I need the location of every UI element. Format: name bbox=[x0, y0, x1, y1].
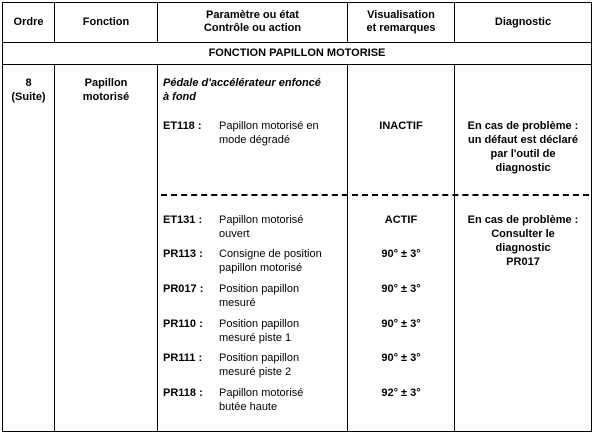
param-desc: papillon motorisé bbox=[219, 262, 303, 274]
diagnostic-note: En cas de problème : bbox=[467, 120, 579, 132]
col-divider bbox=[54, 3, 55, 431]
ordre-number: 8 bbox=[25, 77, 32, 89]
param-value: 90° ± 3° bbox=[381, 248, 421, 260]
header-visualisation-1: Visualisation bbox=[367, 9, 435, 21]
param-desc: Papillon motorisé bbox=[219, 387, 304, 399]
param-code: PR110 : bbox=[163, 318, 203, 330]
param-code: ET118 : bbox=[163, 120, 202, 132]
param-desc: butée haute bbox=[219, 401, 278, 413]
param-desc: mesuré bbox=[219, 297, 256, 309]
param-desc: Papillon motorisé en bbox=[219, 120, 319, 132]
param-desc: mode dégradé bbox=[219, 134, 290, 146]
param-desc: mesuré piste 2 bbox=[219, 366, 292, 378]
param-code: PR118 : bbox=[163, 387, 203, 399]
diagnostic-note: par l'outil de bbox=[490, 148, 556, 160]
header-ordre: Ordre bbox=[13, 16, 44, 28]
diagnostic-note: En cas de problème : bbox=[467, 214, 579, 226]
condition-line-1: Pédale d'accélérateur enfoncé bbox=[163, 77, 321, 89]
param-value: 92° ± 3° bbox=[381, 387, 421, 399]
param-desc: mesuré piste 1 bbox=[219, 332, 292, 344]
condition-line-2: à fond bbox=[163, 91, 196, 103]
header-parametre-2: Contrôle ou action bbox=[203, 22, 302, 34]
param-value: 90° ± 3° bbox=[381, 283, 421, 295]
param-desc: Position papillon bbox=[219, 283, 300, 295]
header-fonction: Fonction bbox=[82, 16, 130, 28]
fonction-line-1: Papillon bbox=[84, 77, 128, 89]
param-value: INACTIF bbox=[379, 120, 423, 132]
section-title: FONCTION PAPILLON MOTORISE bbox=[208, 47, 386, 59]
param-desc: ouvert bbox=[219, 228, 250, 240]
header-visualisation-2: et remarques bbox=[366, 22, 436, 34]
param-code: PR113 : bbox=[163, 248, 203, 260]
diagnostic-table bbox=[2, 2, 592, 432]
param-value: 90° ± 3° bbox=[381, 352, 421, 364]
fonction-line-2: motorisé bbox=[82, 91, 130, 103]
dashed-separator bbox=[161, 194, 589, 196]
param-code: ET131 : bbox=[163, 214, 203, 226]
diagnostic-note: un défaut est déclaré bbox=[467, 134, 579, 146]
diagnostic-note: diagnostic bbox=[495, 242, 551, 254]
param-desc: Position papillon bbox=[219, 352, 300, 364]
param-desc: Consigne de position bbox=[219, 248, 322, 260]
param-value: 90° ± 3° bbox=[381, 318, 421, 330]
param-code: PR111 : bbox=[163, 352, 203, 364]
diagnostic-note: Consulter le bbox=[491, 228, 555, 240]
header-diagnostic: Diagnostic bbox=[494, 16, 552, 28]
row-divider bbox=[3, 64, 591, 65]
diagnostic-note: diagnostic bbox=[495, 162, 551, 174]
col-divider bbox=[157, 3, 158, 431]
header-parametre-1: Paramètre ou état bbox=[206, 9, 299, 21]
param-code: PR017 : bbox=[163, 283, 204, 295]
param-value: ACTIF bbox=[384, 214, 418, 226]
param-desc: Papillon motorisé bbox=[219, 214, 304, 226]
param-desc: Position papillon bbox=[219, 318, 300, 330]
ordre-suite: (Suite) bbox=[11, 91, 46, 103]
diagnostic-note: PR017 bbox=[506, 256, 540, 268]
row-divider bbox=[3, 42, 591, 43]
